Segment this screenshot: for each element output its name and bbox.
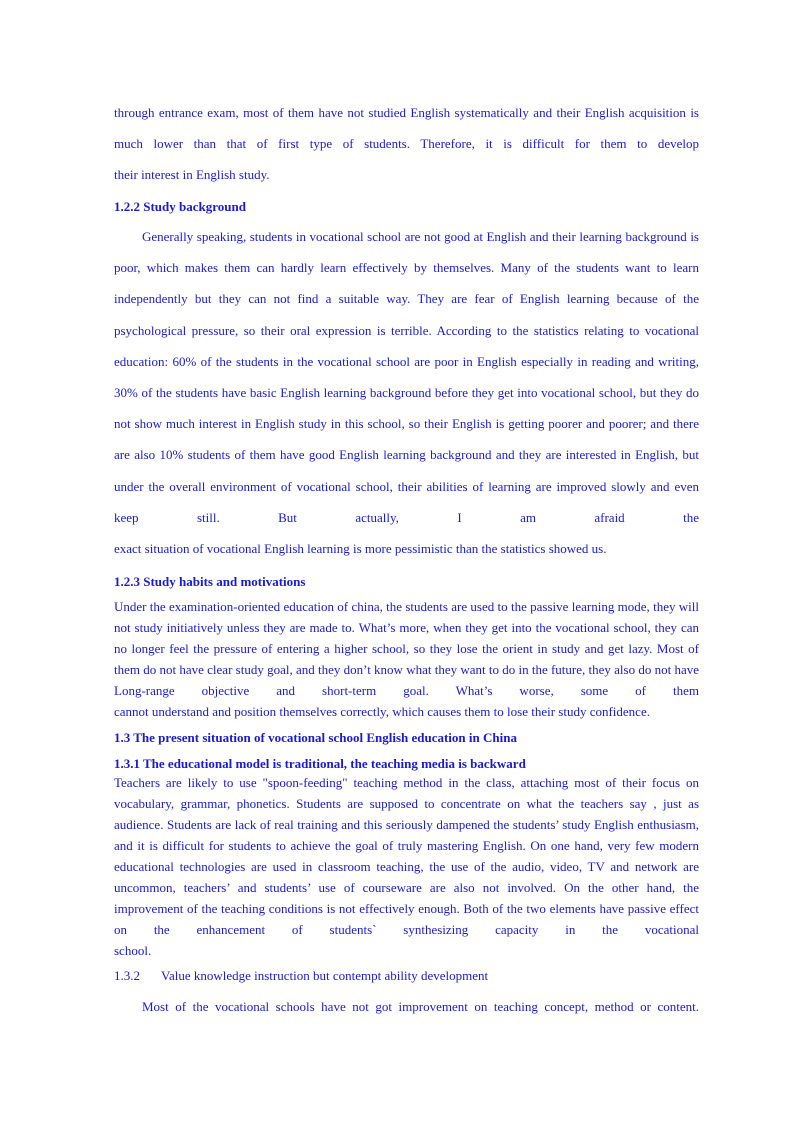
paragraph-text-end: their interest in English study. — [114, 167, 270, 183]
paragraph-text-end: school. — [114, 943, 152, 958]
heading-number: 1.3.2 — [114, 968, 140, 983]
paragraph-text-end: exact situation of vocational English learning is more pessimistic than the statistics showed us. — [114, 541, 607, 557]
paragraph-study-habits — [114, 596, 699, 722]
heading-1-3-1: 1.3.1 The educational model is traditional, the teaching media is backward — [114, 756, 526, 771]
paragraph-text: Generally speaking, students in vocational school are not good at English and their learning background is poor, which makes them can hardly learn effectively by themselves. Many of the students want to learn independently but they can not find a suitable way. They are fear of English learning because of the psychological pressure, so their oral expression is terrible. According to the statistics relating to vocational education: 60% of the students in the vocational school are poor in English especially in reading and writing, 30% of the students have basic English learning background before they get into vocational school, but they do not show much interest in English study in this school, so their English is getting poorer and poorer; and there are also 10% students of them have good English learning background and they are interested in English, but under the overall environment of vocational school, their abilities of learning are improved slowly and even keep still. But actually, I am afraid the — [114, 229, 699, 525]
paragraph-text: Teachers are likely to use "spoon-feeding" teaching method in the class, attaching most of their focus on vocabulary, grammar, phonetics. Students are supposed to concentrate on what the teachers say , just as audience. Students are lack of real training and this seriously dampened the students’ study English enthusiasm, and it is difficult for students to achieve the goal of truly mastering English. On one hand, very few modern educational technologies are used in classroom teaching, the use of the audio, video, TV and network are uncommon, teachers’ and students’ use of courseware are also not involved. On the other hand, the improvement of the teaching conditions is not effectively enough. Both of the two elements have passive effect on the enhancement of students` synthesizing capacity in the vocational — [114, 775, 699, 937]
heading-title: Value knowledge instruction but contempt ability development — [161, 968, 489, 983]
paragraph-educational-model — [114, 772, 699, 961]
paragraph-text: through entrance exam, most of them have not studied English systematically and their English acquisition is much lower than that of first type of students. Therefore, it is difficult for them to develop — [114, 105, 699, 152]
paragraph-text: Under the examination-oriented education of china, the students are used to the passive learning mode, they will not study initiatively unless they are made to. What’s more, when they get into the vocational school, they can no longer feel the pressure of entering a higher school, so they lose the orient in study and get lazy. Most of them do not have clear study goal, and they don’t know what they want to do in the future, they also do not have Long-range objective and short-term goal. What’s worse, some of them — [114, 599, 699, 698]
heading-1-2-3: 1.2.3 Study habits and motivations — [114, 574, 306, 589]
paragraph-text-end: cannot understand and position themselves correctly, which causes them to lose their study confidence. — [114, 704, 650, 719]
paragraph-knowledge-instruction: Most of the vocational schools have not got improvement on teaching concept, method or content. — [142, 999, 699, 1014]
heading-1-3-2 — [114, 965, 699, 986]
heading-1-2-2: 1.2.2 Study background — [114, 199, 246, 214]
paragraph-study-background — [114, 221, 699, 564]
heading-1-3: 1.3 The present situation of vocational school English education in China — [114, 730, 517, 745]
paragraph-entrance-exam — [114, 97, 699, 191]
